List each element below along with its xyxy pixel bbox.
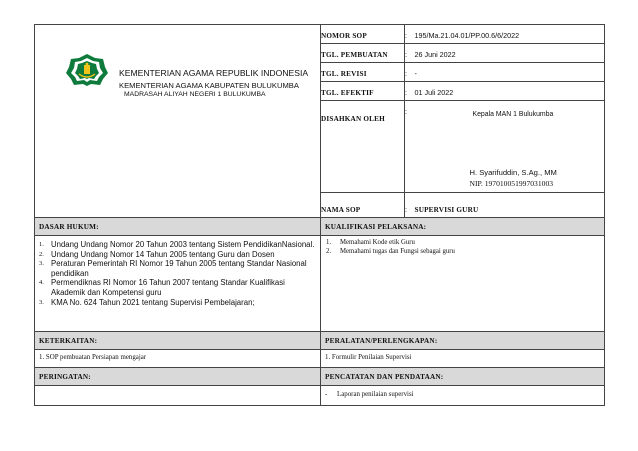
law-item: 3. KMA No. 624 Tahun 2021 tentang Supervisi Pembelajaran; <box>39 297 255 307</box>
tgl-pembuatan-label: TGL. PEMBUATAN <box>321 44 405 63</box>
signer-role: Kepala MAN 1 Bulukumba <box>472 111 554 118</box>
peralatan-heading: PERALATAN/PERLENGKAPAN: <box>321 332 605 350</box>
header-school-name: MADRASAH ALIYAH NEGERI 1 BULUKUMBA <box>124 91 266 98</box>
nama-sop-value: SUPERVISI GURU <box>415 193 605 218</box>
pencatatan-content <box>321 386 605 406</box>
peringatan-heading: PERINGATAN: <box>35 368 321 386</box>
institution-header <box>35 25 321 218</box>
tgl-pembuatan-colon: : <box>405 50 407 59</box>
record-bullet: - <box>325 391 328 398</box>
header-ministry-name: KEMENTERIAN AGAMA REPUBLIK INDONESIA <box>119 68 309 78</box>
dasar-hukum-list <box>35 236 321 332</box>
signer-nip: NIP. 197010051997031003 <box>469 179 554 188</box>
sop-document-table <box>34 24 605 406</box>
nomor-sop-value: 195/Ma.21.04.01/PP.00.6/6/2022 <box>415 25 605 44</box>
nomor-sop-label: NOMOR SOP <box>321 25 405 44</box>
qualification-item: 2. Memahami tugas dan Fungsi sebagai guru <box>326 247 455 255</box>
tgl-efektif-value: 01 Juli 2022 <box>415 82 605 101</box>
tgl-revisi-colon: : <box>405 69 407 78</box>
keterkaitan-content: 1. SOP pembuatan Persiapan mengajar <box>35 350 321 368</box>
pencatatan-heading: PENCATATAN DAN PENDATAAN: <box>321 368 605 386</box>
tgl-revisi-value: - <box>415 63 605 82</box>
kualifikasi-list <box>321 236 605 332</box>
law-item: 4. Permendiknas RI Nomor 16 Tahun 2007 tentang Standar Kualifikasi Akademik dan Kompetensi guru <box>39 278 285 297</box>
tgl-efektif-label: TGL. EFEKTIF <box>321 82 405 101</box>
law-item: 1. Undang Undang Nomor 20 Tahun 2003 tentang Sistem PendidikanNasional. <box>39 240 315 249</box>
nomor-sop-colon: : <box>405 31 407 40</box>
peralatan-content: 1. Formulir Penilaian Supervisi <box>321 350 605 368</box>
law-item: 3. Peraturan Pemerintah RI Nomor 19 Tahun 2005 tentang Standar Nasional pendidikan <box>39 259 307 278</box>
disahkan-oleh-label: DISAHKAN OLEH <box>321 101 405 193</box>
tgl-efektif-colon: : <box>405 88 407 97</box>
law-item: 2. Undang Undang Nomor 14 Tahun 2005 tentang Guru dan Dosen <box>39 249 275 259</box>
nama-sop-colon: : <box>405 205 407 214</box>
qualification-item: 1. Memahami Kode etik Guru <box>326 239 415 246</box>
peringatan-content <box>35 386 321 406</box>
keterkaitan-heading: KETERKAITAN: <box>35 332 321 350</box>
signature-block <box>415 101 605 193</box>
nama-sop-label: NAMA SOP <box>321 193 405 218</box>
tgl-revisi-label: TGL. REVISI <box>321 63 405 82</box>
dasar-hukum-heading: DASAR HUKUM: <box>35 218 321 236</box>
disahkan-oleh-colon: : <box>405 107 407 116</box>
kualifikasi-heading: KUALIFIKASI PELAKSANA: <box>321 218 605 236</box>
record-item: Laporan penilaian supervisi <box>337 391 414 398</box>
tgl-pembuatan-value: 26 Juni 2022 <box>415 44 605 63</box>
kemenag-emblem-icon <box>65 53 109 87</box>
signer-name: H. Syarifuddin, S.Ag., MM <box>469 168 557 177</box>
header-regency-office: KEMENTERIAN AGAMA KABUPATEN BULUKUMBA <box>119 81 299 90</box>
